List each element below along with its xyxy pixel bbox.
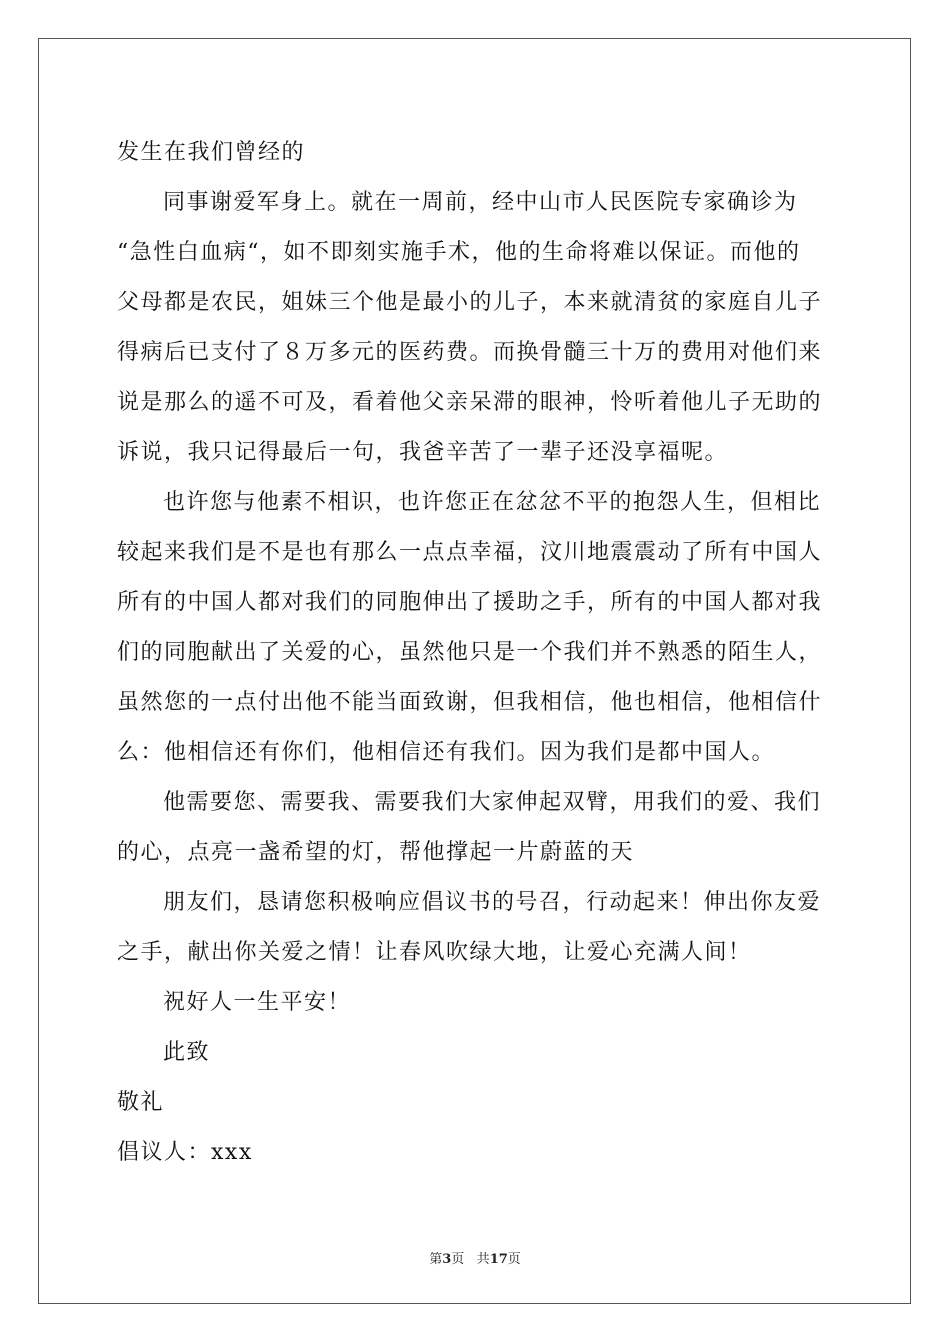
text-line: 朋友们，恳请您积极响应倡议书的号召，行动起来！伸出你友爱 bbox=[163, 890, 822, 915]
text-line: 也许您与他素不相识，也许您正在忿忿不平的抱怨人生，但相比 bbox=[163, 490, 822, 515]
text-line: 虽然您的一点付出他不能当面致谢，但我相信，他也相信，他相信什 bbox=[117, 690, 823, 715]
page-footer bbox=[0, 1248, 950, 1267]
text-line: 得病后已支付了８万多元的医药费。而换骨髓三十万的费用对他们来 bbox=[117, 340, 823, 365]
paragraph-call bbox=[117, 878, 833, 978]
text-line: 说是那么的遥不可及，看着他父亲呆滞的眼神，怜听着他儿子无助的 bbox=[117, 390, 823, 415]
text-line: 倡议人：xxx bbox=[117, 1140, 253, 1165]
page-prefix: 第 bbox=[429, 1252, 443, 1267]
text-line: 祝好人一生平安！ bbox=[163, 990, 352, 1015]
total-pages: 17 bbox=[489, 1252, 508, 1267]
text-line: 他需要您、需要我、需要我们大家伸起双臂，用我们的爱、我们 bbox=[163, 790, 822, 815]
text-line: 么：他相信还有你们，他相信还有我们。因为我们是都中国人。 bbox=[117, 740, 776, 765]
text-line: 的心，点亮一盏希望的灯，帮他撑起一片蔚蓝的天 bbox=[117, 840, 635, 865]
paragraph-blessing bbox=[117, 978, 833, 1028]
paragraph-story bbox=[117, 178, 833, 478]
text-line: 此致 bbox=[163, 1040, 211, 1065]
text-line: 诉说，我只记得最后一句，我爸辛苦了一辈子还没享福呢。 bbox=[117, 440, 729, 465]
total-suffix: 页 bbox=[507, 1252, 521, 1267]
text-line: 同事谢爱军身上。就在一周前，经中山市人民医院专家确诊为 bbox=[163, 190, 798, 215]
text-line: 之手，献出你关爱之情！让春风吹绿大地，让爱心充满人间！ bbox=[117, 940, 752, 965]
text-line: “急性白血病“，如不即刻实施手术，他的生命将难以保证。而他的 bbox=[117, 240, 801, 265]
text-line: 发生在我们曾经的 bbox=[117, 140, 306, 165]
paragraph-need bbox=[117, 778, 833, 878]
closing-regards bbox=[117, 1078, 833, 1128]
signature bbox=[117, 1128, 833, 1178]
text-line: 们的同胞献出了关爱的心，虽然他只是一个我们并不熟悉的陌生人， bbox=[117, 640, 823, 665]
text-line: 父母都是农民，姐妹三个他是最小的儿子，本来就清贫的家庭自儿子 bbox=[117, 290, 823, 315]
closing-salutation bbox=[117, 1028, 833, 1078]
page-suffix: 页 bbox=[451, 1252, 465, 1267]
page-number: 3 bbox=[442, 1252, 452, 1267]
text-line: 所有的中国人都对我们的同胞伸出了援助之手，所有的中国人都对我 bbox=[117, 590, 823, 615]
paragraph-appeal bbox=[117, 478, 833, 778]
document-body bbox=[117, 128, 833, 1178]
paragraph-opening bbox=[117, 128, 833, 178]
total-prefix: 共 bbox=[476, 1252, 490, 1267]
text-line: 较起来我们是不是也有那么一点点幸福，汶川地震震动了所有中国人 bbox=[117, 540, 823, 565]
text-line: 敬礼 bbox=[117, 1090, 165, 1115]
